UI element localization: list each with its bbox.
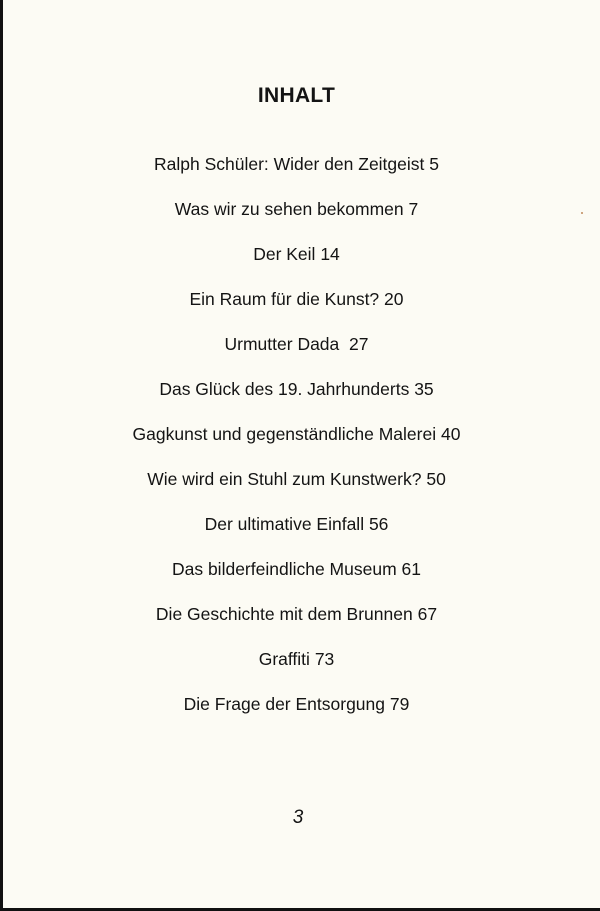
toc-entry	[3, 692, 590, 737]
toc-heading: INHALT	[257, 84, 336, 107]
toc-entry-page: 5	[429, 154, 439, 174]
toc-entry-page: 27	[349, 334, 369, 354]
toc-entry-title: Der ultimative Einfall	[204, 514, 365, 534]
toc-entry-page: 61	[401, 559, 422, 579]
paper-speck	[581, 212, 583, 214]
toc-entry-title: Die Geschichte mit dem Brunnen	[155, 604, 413, 624]
toc-entry	[3, 197, 590, 242]
toc-entry-page: 7	[408, 199, 419, 219]
toc-entry-title: Das bilderfeindliche Museum	[171, 559, 397, 579]
toc-entry-page: 35	[414, 379, 434, 399]
toc-entry-page: 79	[389, 694, 410, 714]
toc-entry-title: Was wir zu sehen bekommen	[174, 199, 404, 219]
toc-entry	[3, 647, 590, 692]
toc-entry	[3, 287, 590, 332]
toc-entry-title: Das Glück des 19. Jahrhunderts	[159, 379, 410, 399]
toc-entry-title: Ein Raum für die Kunst?	[189, 289, 380, 309]
toc-entry-page: 73	[314, 649, 335, 669]
toc-entry	[3, 557, 590, 602]
toc-entry-title: Urmutter Dada	[224, 334, 345, 354]
toc-entry-page: 50	[426, 469, 446, 489]
toc-entry-page: 20	[384, 289, 404, 309]
toc-entry-page: 14	[320, 244, 340, 264]
page-number: 3	[292, 807, 304, 828]
toc-entry	[3, 467, 590, 512]
toc-entry-title: Graffiti	[258, 649, 310, 669]
toc-entry-title: Wie wird ein Stuhl zum Kunstwerk?	[147, 469, 422, 489]
toc-entry	[3, 152, 590, 197]
toc-entry-title: Die Frage der Entsorgung	[183, 694, 386, 714]
toc-entry	[3, 512, 590, 557]
toc-entry	[3, 377, 590, 422]
toc-entry-title: Der Keil	[253, 244, 316, 264]
toc-entry-page: 56	[368, 514, 389, 534]
toc-entry-title: Ralph Schüler: Wider den Zeitgeist	[153, 154, 425, 174]
toc-entry	[3, 602, 590, 647]
toc-entry	[3, 242, 590, 287]
toc-entry	[3, 332, 590, 377]
toc-entry-page: 67	[417, 604, 438, 624]
toc-entry	[3, 422, 590, 467]
toc-entry-title: Gagkunst und gegenständliche Malerei	[132, 424, 437, 444]
toc-list	[3, 152, 590, 737]
toc-entry-page: 40	[440, 424, 461, 444]
